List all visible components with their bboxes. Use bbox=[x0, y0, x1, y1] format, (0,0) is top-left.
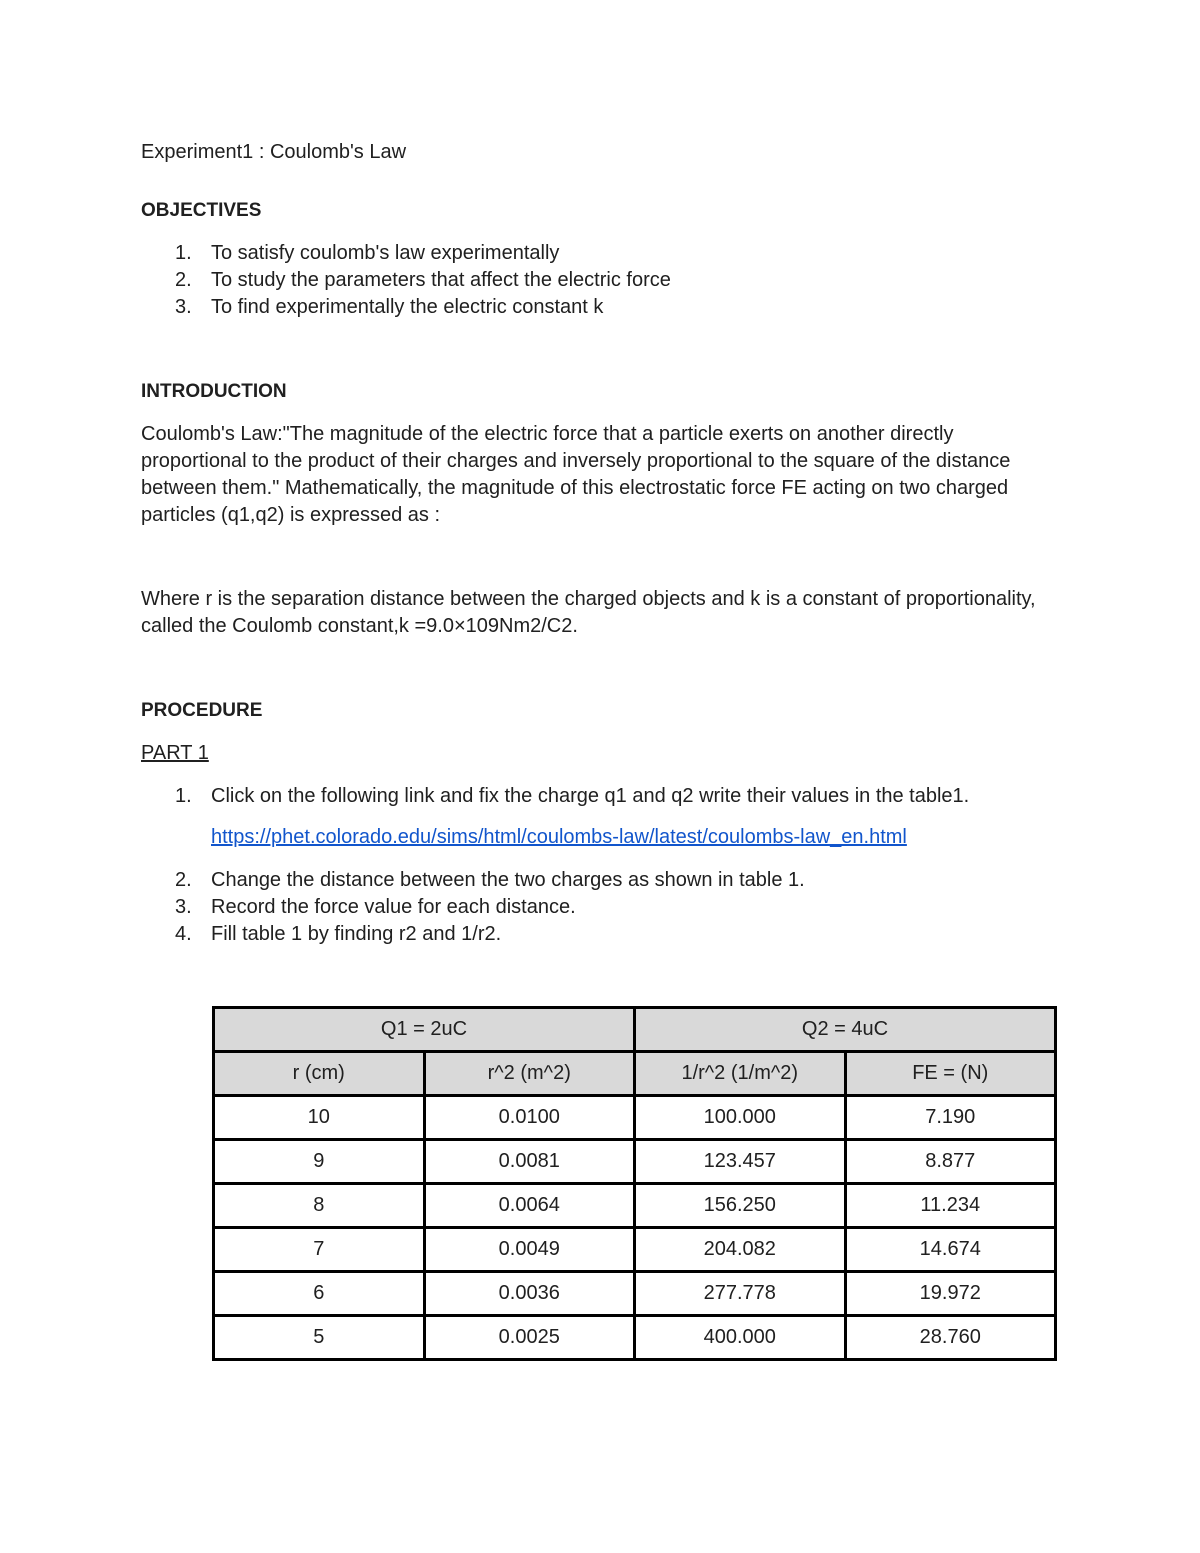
table-cell: 0.0081 bbox=[424, 1140, 635, 1184]
table-cell: 204.082 bbox=[635, 1228, 846, 1272]
column-header: r (cm) bbox=[214, 1052, 425, 1096]
introduction-paragraph: Coulomb's Law:"The magnitude of the electric force that a particle exerts on another directly proportional to the product of their charges and inversely proportional to the square of the distance between them." Mathematically, the magnitude of this electrostatic force FE acting on two charged particles (q1,q2) is expressed as : bbox=[141, 423, 1011, 526]
table-row bbox=[214, 1228, 1056, 1272]
table-cell: 5 bbox=[214, 1316, 425, 1360]
column-header: r^2 (m^2) bbox=[424, 1052, 635, 1096]
table-cell: 28.760 bbox=[845, 1316, 1056, 1360]
list-number: 2. bbox=[175, 269, 192, 291]
table-row bbox=[214, 1272, 1056, 1316]
phet-simulation-link[interactable]: https://phet.colorado.edu/sims/html/coulombs-law/latest/coulombs-law_en.html bbox=[211, 826, 907, 848]
table-cell: 100.000 bbox=[635, 1096, 846, 1140]
coulomb-constant-paragraph: Where r is the separation distance between the charged objects and k is a constant of proportionality, called the Coulomb constant,k =9.0×109Nm2/C2. bbox=[141, 588, 1036, 637]
list-text: Change the distance between the two charges as shown in table 1. bbox=[211, 869, 805, 891]
table-cell: 123.457 bbox=[635, 1140, 846, 1184]
table-row bbox=[214, 1140, 1056, 1184]
list-text: To find experimentally the electric constant k bbox=[211, 296, 604, 318]
table-group-header-row bbox=[214, 1008, 1056, 1052]
data-table bbox=[212, 1006, 1057, 1361]
table-cell: 156.250 bbox=[635, 1184, 846, 1228]
table-cell: 10 bbox=[214, 1096, 425, 1140]
list-number: 2. bbox=[175, 869, 192, 891]
list-text: To satisfy coulomb's law experimentally bbox=[211, 242, 560, 264]
table-cell: 19.972 bbox=[845, 1272, 1056, 1316]
list-text: Fill table 1 by finding r2 and 1/r2. bbox=[211, 923, 502, 945]
table-cell: 14.674 bbox=[845, 1228, 1056, 1272]
table-cell: 0.0036 bbox=[424, 1272, 635, 1316]
table-cell: 0.0025 bbox=[424, 1316, 635, 1360]
table-column-header-row bbox=[214, 1052, 1056, 1096]
table-cell: 0.0049 bbox=[424, 1228, 635, 1272]
list-text: Click on the following link and fix the charge q1 and q2 write their values in the table1. bbox=[211, 785, 970, 807]
list-number: 4. bbox=[175, 923, 192, 945]
table-cell: 8 bbox=[214, 1184, 425, 1228]
column-header: FE = (N) bbox=[845, 1052, 1056, 1096]
introduction-heading: INTRODUCTION bbox=[141, 381, 287, 402]
list-text: To study the parameters that affect the electric force bbox=[211, 269, 671, 291]
objectives-heading: OBJECTIVES bbox=[141, 200, 262, 221]
table-row bbox=[214, 1096, 1056, 1140]
list-number: 1. bbox=[175, 785, 192, 807]
group-header-q1: Q1 = 2uC bbox=[214, 1008, 635, 1052]
table-cell: 11.234 bbox=[845, 1184, 1056, 1228]
table-cell: 9 bbox=[214, 1140, 425, 1184]
table-row bbox=[214, 1316, 1056, 1360]
page-title: Experiment1 : Coulomb's Law bbox=[141, 141, 407, 163]
table-cell: 6 bbox=[214, 1272, 425, 1316]
list-number: 3. bbox=[175, 296, 192, 318]
table-cell: 400.000 bbox=[635, 1316, 846, 1360]
procedure-heading: PROCEDURE bbox=[141, 700, 263, 721]
part-label: PART 1 bbox=[141, 742, 209, 764]
list-text: Record the force value for each distance. bbox=[211, 896, 576, 918]
table-row bbox=[214, 1184, 1056, 1228]
table-cell: 277.778 bbox=[635, 1272, 846, 1316]
table-cell: 0.0100 bbox=[424, 1096, 635, 1140]
table-cell: 7 bbox=[214, 1228, 425, 1272]
list-number: 1. bbox=[175, 242, 192, 264]
list-number: 3. bbox=[175, 896, 192, 918]
table-cell: 7.190 bbox=[845, 1096, 1056, 1140]
table-cell: 0.0064 bbox=[424, 1184, 635, 1228]
group-header-q2: Q2 = 4uC bbox=[635, 1008, 1056, 1052]
column-header: 1/r^2 (1/m^2) bbox=[635, 1052, 846, 1096]
table-cell: 8.877 bbox=[845, 1140, 1056, 1184]
